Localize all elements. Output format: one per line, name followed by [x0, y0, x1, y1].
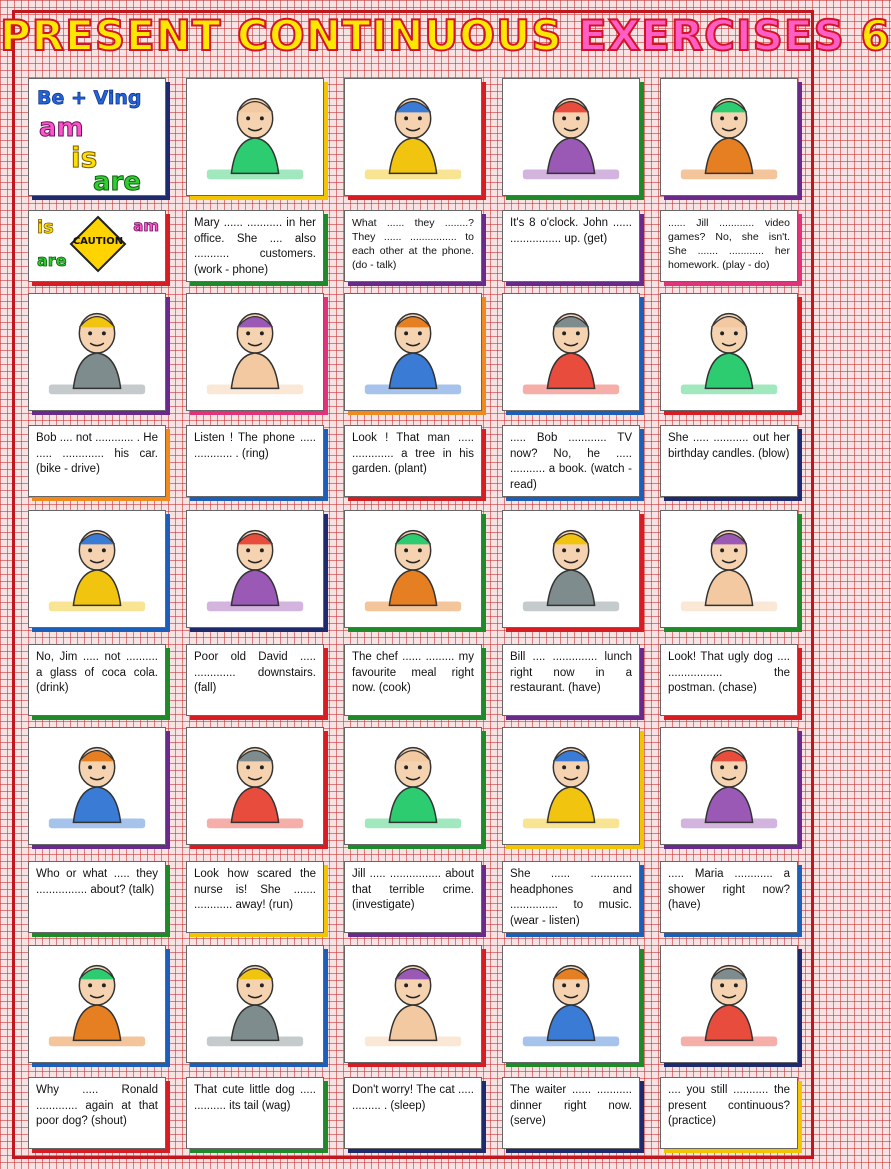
exercise-sentence: ..... Maria ............ a shower right now? (have) [660, 861, 798, 933]
dog-chasing-postman-picture [660, 510, 798, 628]
woman-in-shower-picture [660, 727, 798, 845]
exercise-sentence: Mary ...... ........... in her office. She .... also ........... customers. (work - phone) [186, 210, 324, 282]
exercise-sentence: It's 8 o'clock. John ...... ................ up. (get) [502, 210, 640, 282]
exercise-sentence: Jill ..... ................ about that terrible crime. (investigate) [344, 861, 482, 933]
exercise-sentence: Bob .... not ............ . He ..... ............. his car. (bike - drive) [28, 425, 166, 497]
exercise-sentence: .... you still ........... the present continuous? (practice) [660, 1077, 798, 1149]
man-at-computer-with-papers-picture [186, 78, 324, 196]
boy-drinking-picture [28, 510, 166, 628]
title-part-3: 6 [860, 11, 891, 60]
exercise-sentence: ...... Jill ............ video games? No, she isn't. She ....... ............ her homework. (play - do) [660, 210, 798, 282]
sleeping-cat-picture [344, 945, 482, 1063]
exercise-sentence: Look ! That man ..... ............. a tree in his garden. (plant) [344, 425, 482, 497]
exercise-sentence: What ...... they ........? They ...... ................ to each other at the phone. (do - talk) [344, 210, 482, 282]
boy-reading-book-picture [502, 293, 640, 411]
ringing-telephone-picture [186, 293, 324, 411]
exercise-sentence: Listen ! The phone ..... ............ . (ring) [186, 425, 324, 497]
exercise-sentence: Why ..... Ronald ............. again at that poor dog? (shout) [28, 1077, 166, 1149]
exercise-sentence: The waiter ...... ........... dinner right now. (serve) [502, 1077, 640, 1149]
caution-is: is [37, 217, 54, 238]
boy-and-girl-on-phone-picture [344, 78, 482, 196]
man-falling-downstairs-picture [186, 510, 324, 628]
girl-with-headphones-picture [502, 727, 640, 845]
grammar-formula-card [28, 78, 166, 196]
man-planting-tree-picture [344, 293, 482, 411]
title-part-1: PRESENT CONTINUOUS [0, 11, 563, 60]
exercise-sentence: She ..... ........... out her birthday candles. (blow) [660, 425, 798, 497]
girl-at-computer-picture [660, 78, 798, 196]
exercise-sentence: Who or what ..... they ................ about? (talk) [28, 861, 166, 933]
caution-card [28, 210, 166, 282]
man-eating-lunch-picture [502, 510, 640, 628]
man-on-treadmill-picture [660, 945, 798, 1063]
exercise-sentence: Look! That ugly dog .... ................. the postman. (chase) [660, 644, 798, 716]
exercise-sentence: That cute little dog ..... .......... its tail (wag) [186, 1077, 324, 1149]
waiter-serving-tray-picture [502, 945, 640, 1063]
exercise-sentence: Don't worry! The cat ..... ......... . (sleep) [344, 1077, 482, 1149]
exercise-sentence: She ...... ............. headphones and ............... to music. (wear - listen) [502, 861, 640, 933]
caution-am: am [133, 217, 159, 235]
page-title [0, 8, 891, 64]
scared-nurse-running-picture [186, 727, 324, 845]
dog-wagging-tail-picture [186, 945, 324, 1063]
man-shouting-picture [28, 945, 166, 1063]
detective-with-magnifier-picture [344, 727, 482, 845]
exercise-sentence: Look how scared the nurse is! She ....... ............ away! (run) [186, 861, 324, 933]
exercise-sentence: Poor old David ..... ............. downstairs. (fall) [186, 644, 324, 716]
caution-are: are [37, 251, 67, 270]
man-waking-up-picture [502, 78, 640, 196]
caution-label: CAUTION [72, 236, 124, 247]
am-text: am [39, 113, 84, 143]
title-part-2: EXERCISES [578, 11, 845, 60]
exercise-sentence: Bill .... .............. lunch right now in a restaurant. (have) [502, 644, 640, 716]
formula-text: Be + Ving [37, 87, 142, 109]
woman-blowing-candles-picture [660, 293, 798, 411]
family-in-car-picture [28, 293, 166, 411]
is-text: is [71, 141, 98, 174]
are-text: are [93, 167, 142, 197]
exercise-sentence: No, Jim ..... not .......... a glass of coca cola. (drink) [28, 644, 166, 716]
exercise-sentence: The chef ...... ......... my favourite meal right now. (cook) [344, 644, 482, 716]
chef-cooking-picture [344, 510, 482, 628]
exercise-sentence: ..... Bob ............ TV now? No, he ..... ........... a book. (watch - read) [502, 425, 640, 497]
neighbours-talking-picture [28, 727, 166, 845]
